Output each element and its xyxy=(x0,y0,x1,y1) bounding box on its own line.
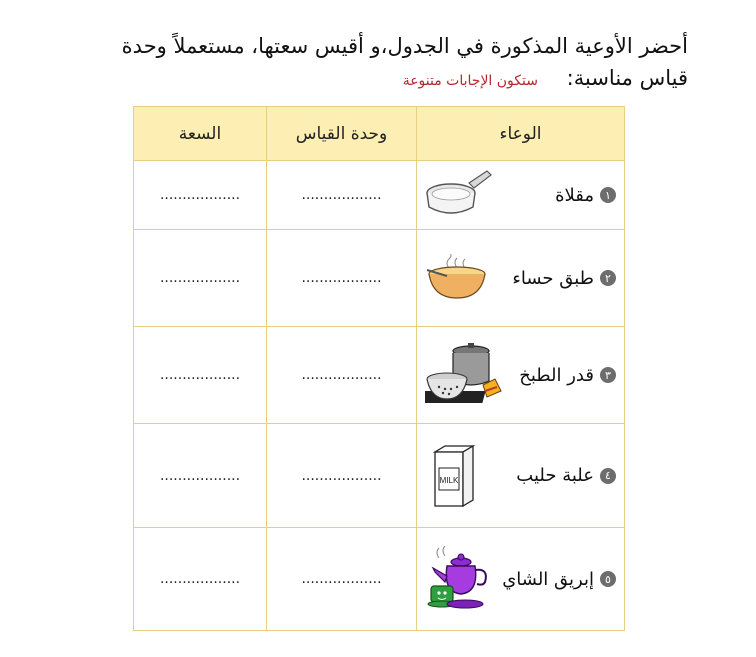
capacity-answer[interactable]: .................. xyxy=(134,528,267,631)
row-number-badge: ٣ xyxy=(600,367,616,383)
instruction-line-1: أحضر الأوعية المذكورة في الجدول،و أقيس سعتها، مستعملاً وحدة xyxy=(121,34,688,58)
unit-answer[interactable]: .................. xyxy=(267,327,417,424)
table-row xyxy=(134,230,625,327)
vessel-name: قدر الطبخ xyxy=(519,364,594,386)
instruction-line-2-text: قياس مناسبة: xyxy=(566,66,688,90)
header-capacity: السعة xyxy=(134,107,267,161)
vessel-cell xyxy=(417,161,625,230)
unit-answer[interactable]: .................. xyxy=(267,161,417,230)
svg-text:MILK: MILK xyxy=(439,475,459,485)
vessel-name: طبق حساء xyxy=(512,267,594,289)
soup-bowl-icon xyxy=(425,254,489,302)
vessel-name: مقلاة xyxy=(555,184,594,206)
table-row xyxy=(134,161,625,230)
capacity-answer[interactable]: .................. xyxy=(134,327,267,424)
cooking-pot-icon xyxy=(425,341,505,409)
capacity-answer[interactable]: .................. xyxy=(134,230,267,327)
table-row xyxy=(134,327,625,424)
vessel-name: إبريق الشاي xyxy=(502,568,594,590)
capacity-answer[interactable]: .................. xyxy=(134,424,267,528)
frying-pan-icon xyxy=(425,169,493,221)
table-header-row xyxy=(134,107,625,161)
header-vessel: الوعاء xyxy=(417,107,625,161)
unit-answer[interactable]: .................. xyxy=(267,230,417,327)
unit-answer[interactable]: .................. xyxy=(267,424,417,528)
vessel-cell xyxy=(417,424,625,528)
row-number-badge: ٥ xyxy=(600,571,616,587)
row-number-badge: ٤ xyxy=(600,468,616,484)
header-unit: وحدة القياس xyxy=(267,107,417,161)
vessel-cell xyxy=(417,528,625,631)
instruction-text xyxy=(48,30,688,97)
vessels-table xyxy=(133,106,625,631)
vessel-cell xyxy=(417,327,625,424)
vessel-name: علبة حليب xyxy=(516,465,594,486)
vessel-cell xyxy=(417,230,625,327)
unit-answer[interactable]: .................. xyxy=(267,528,417,631)
table-row xyxy=(134,528,625,631)
table-row xyxy=(134,424,625,528)
milk-carton-icon xyxy=(425,442,481,510)
teapot-icon xyxy=(425,546,491,612)
answers-vary-note: ستكون الإجابات متنوعة xyxy=(402,73,538,89)
row-number-badge: ١ xyxy=(600,187,616,203)
row-number-badge: ٢ xyxy=(600,270,616,286)
capacity-answer[interactable]: .................. xyxy=(134,161,267,230)
instruction-line-2 xyxy=(48,62,688,97)
